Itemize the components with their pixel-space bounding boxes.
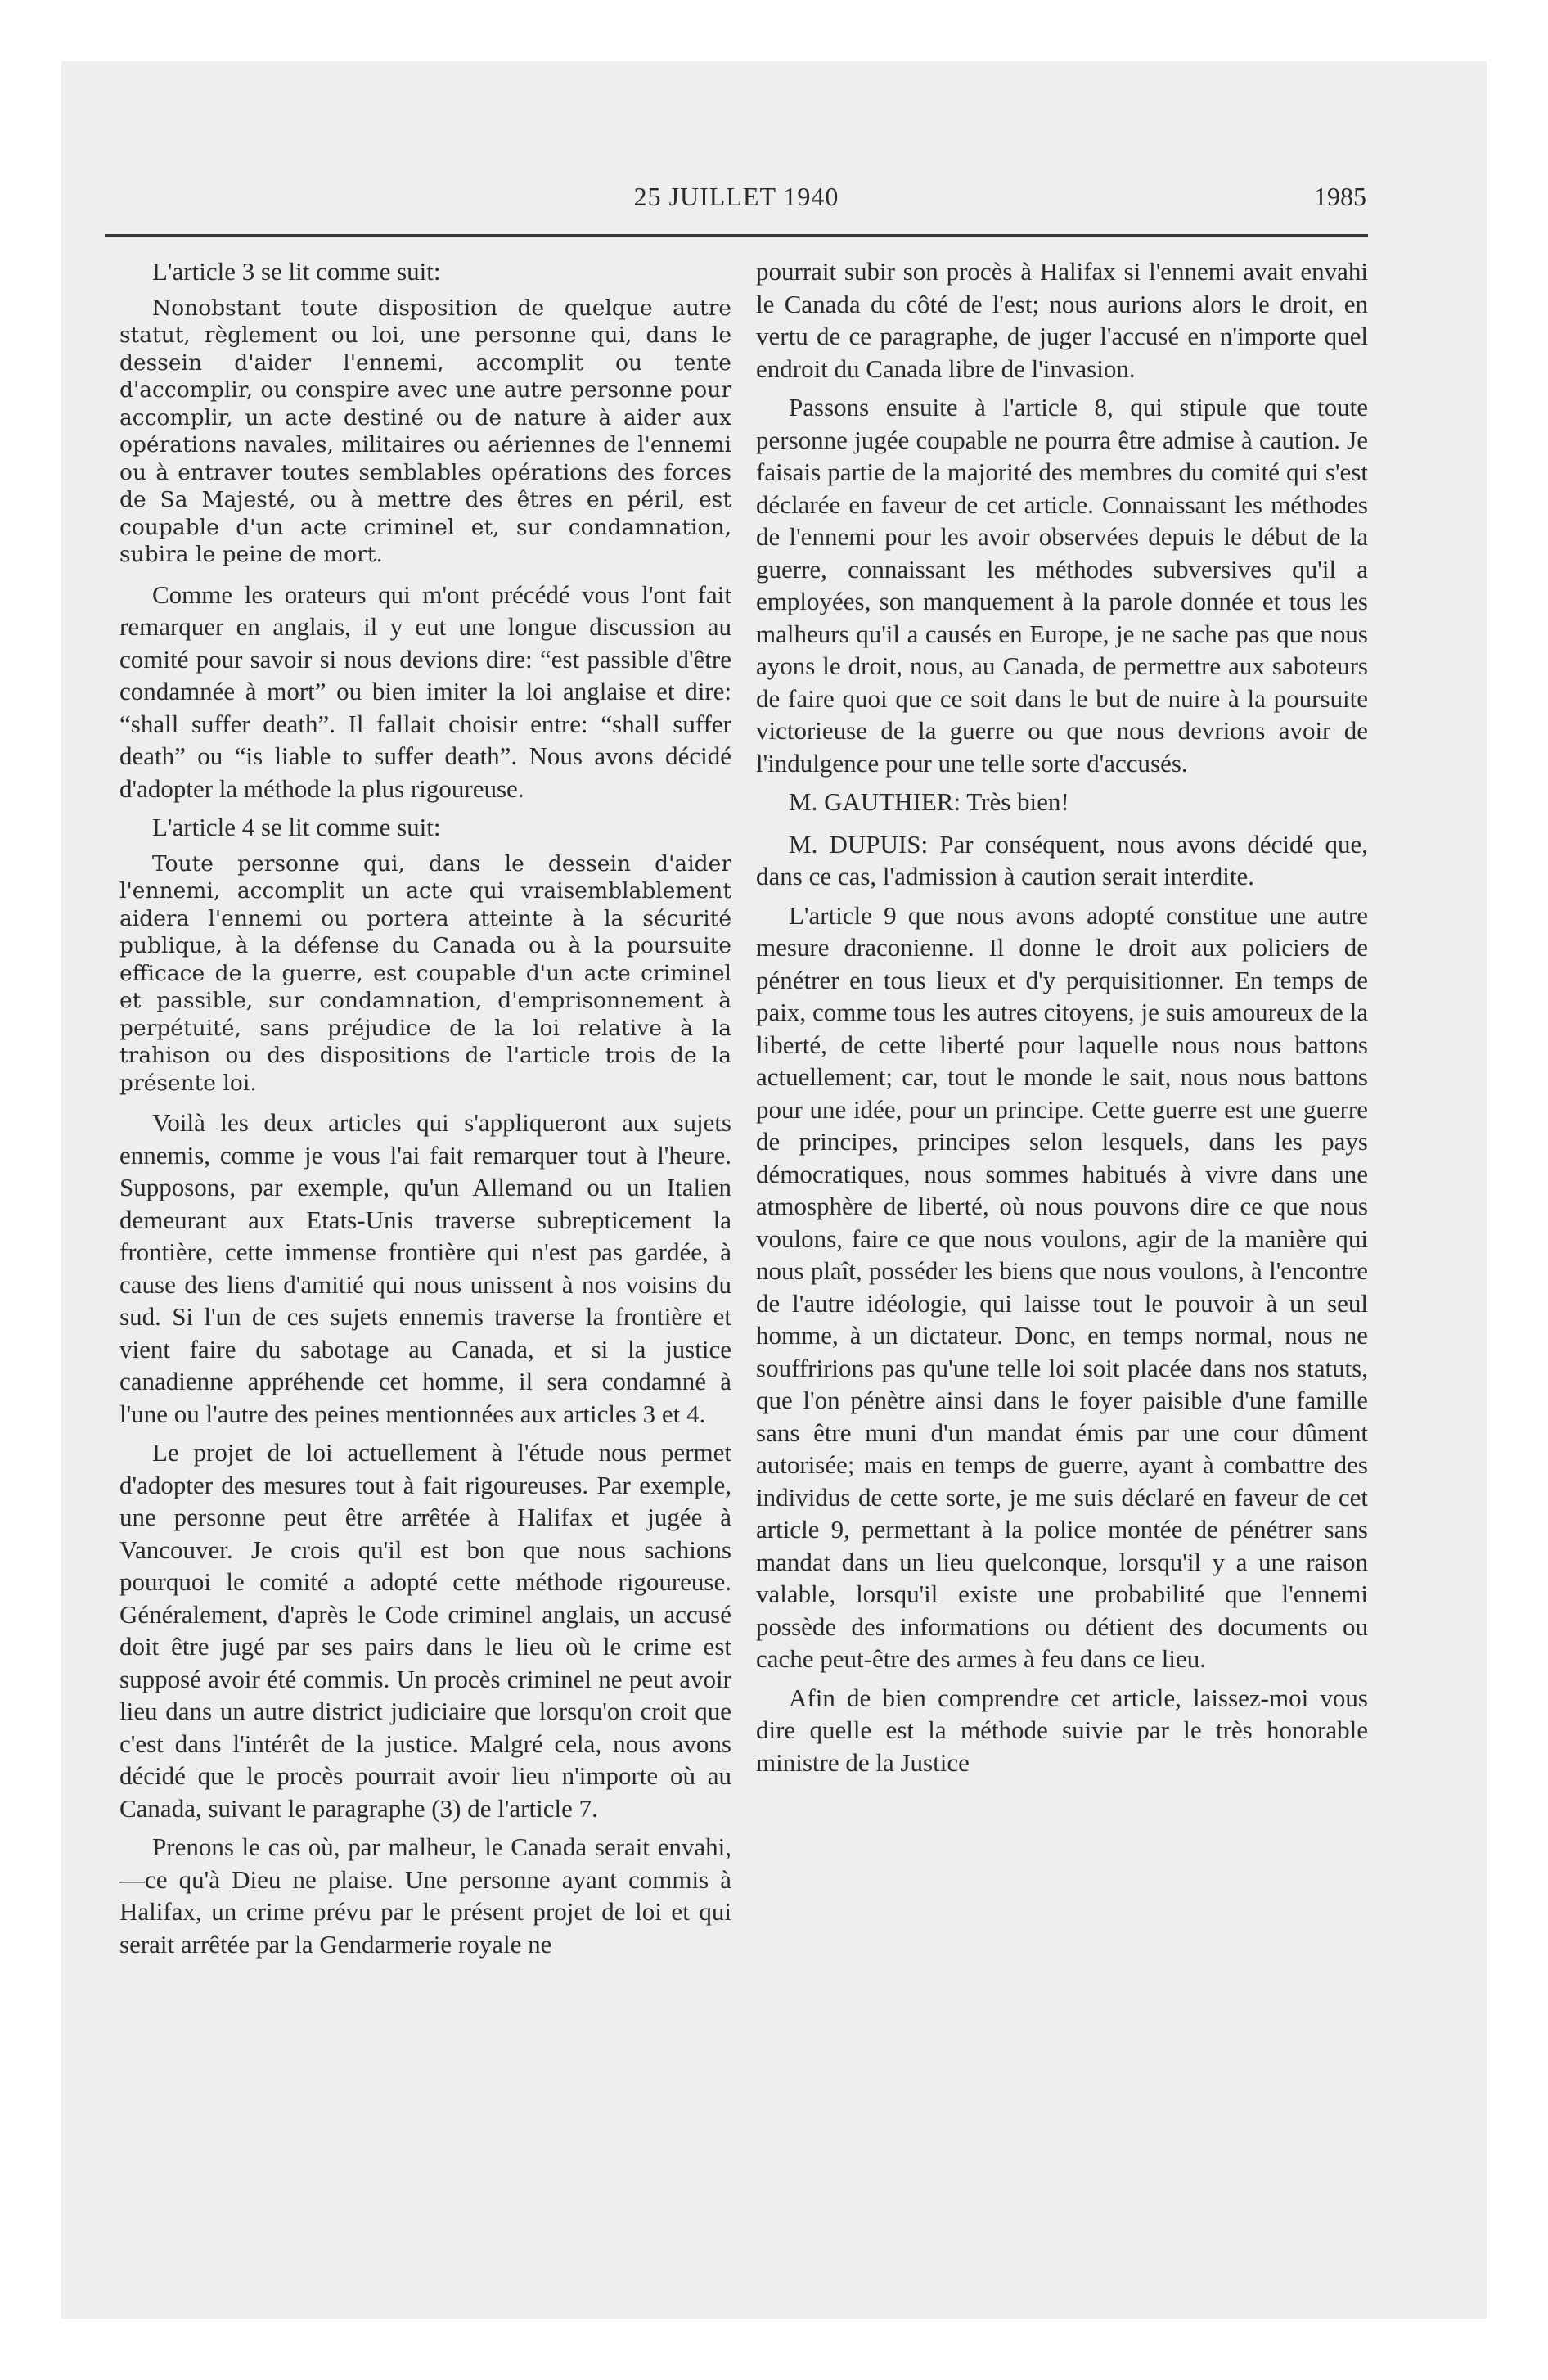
paragraph: Afin de bien comprendre cet article, laissez-moi vous dire quelle est la méthode suivie par le très honorable ministre de la Justice — [756, 1683, 1368, 1777]
header-date: 25 JUILLET 1940 — [633, 182, 839, 211]
quote-article-4: Toute personne qui, dans le dessein d'aider l'ennemi, accomplit un acte qui vraisemblablement aidera l'ennemi ou portera atteinte à la sécurité publique, à la défense du Canada ou à la poursuite efficace de la guerre, est coupable d'un acte criminel et passible, sur condamnation, d'emprisonnement à perpétuité, sans préjudice de la loi relative à la trahison ou des dispositions de l'article trois de la présente loi. — [119, 850, 731, 1096]
speaker-line-gauthier: M. GAUTHIER: Très bien! — [789, 787, 1069, 816]
paragraph: L'article 9 que nous avons adopté constitue une autre mesure draconienne. Il donne le droit aux policiers de pénétrer en tous lieux et d'y perquisitionner. En temps de paix, comme tous les autres citoyens, je suis amoureux de la liberté, de cette liberté pour laquelle nous nous battons actuellement; car, tout le monde le sait, nous nous battons pour une idée, pour un principe. Cette guerre est une guerre de principes, principes selon lesquels, dans les pays démocratiques, nous sommes habitués à vivre dans une atmosphère de liberté, où nous pouvons dire ce que nous voulons, faire ce que nous voulons, agir de la manière qui nous plaît, posséder les biens que nous voulons, à l'encontre de l'autre idéologie, qui laisse tout le pouvoir à un seul homme, à un dictateur. Donc, en temps normal, nous ne souffririons pas qu'une telle loi soit placée dans nos statuts, que l'on pénètre ainsi dans le foyer paisible d'une famille sans être muni d'un mandat émis par une cour dûment autorisée; mais en temps de guerre, ayant à combattre des individus de cette sorte, je me suis déclaré en faveur de cet article 9, permettant à la police montée de pénétrer sans mandat dans un lieu quelconque, lorsqu'il y a une raison valable, lorsqu'il existe une probabilité que l'ennemi possède des informations ou détient des documents ou cache peut-être des armes à feu dans ce lieu. — [756, 900, 1368, 1673]
speaker-line-dupuis: M. DUPUIS: Par conséquent, nous avons décidé que, dans ce cas, l'admission à caution serait interdite. — [756, 829, 1368, 890]
paragraph: Comme les orateurs qui m'ont précédé vous l'ont fait remarquer en anglais, il y eut une longue discussion au comité pour savoir si nous devions dire: “est passible d'être condamnée à mort” ou bien imiter la loi anglaise et dire: “shall suffer death”. Il fallait choisir entre: “shall suffer death” ou “is liable to suffer death”. Nous avons décidé d'adopter la méthode la plus rigoureuse. — [119, 579, 731, 803]
paragraph-article-4-intro: L'article 4 se lit comme suit: — [152, 813, 441, 841]
paragraph-article-3-intro: L'article 3 se lit comme suit: — [152, 257, 441, 286]
page-number: 1985 — [1314, 182, 1366, 211]
paragraph: Prenons le cas où, par malheur, le Canada serait envahi,—ce qu'à Dieu ne plaise. Une personne ayant commis à Halifax, un crime prévu par le présent projet de loi et qui serait arrêtée par la Gendarmerie royale ne — [119, 1832, 731, 1959]
paragraph: Passons ensuite à l'article 8, qui stipule que toute personne jugée coupable ne pourra être admise à caution. Je faisais partie de la majorité des membres du comité qui s'est déclarée en faveur de cet article. Connaissant les méthodes de l'ennemi pour les avoir observées depuis le début de la guerre, connaissant les méthodes subversives qu'il a employées, son manquement à la parole donnée et tous les malheurs qu'il a causés en Europe, je ne sache pas que nous ayons le droit, nous, au Canada, de permettre aux saboteurs de faire quoi que ce soit dans le but de nuire à la poursuite victorieuse de la guerre ou que nous devrions avoir de l'indulgence pour une telle sorte d'accusés. — [756, 393, 1368, 778]
paragraph: Voilà les deux articles qui s'appliqueront aux sujets ennemis, comme je vous l'ai fait remarquer tout à l'heure. Supposons, par exemple, qu'un Allemand ou un Italien demeurant aux Etats-Unis traverse subrepticement la frontière, cette immense frontière qui n'est pas gardée, à cause des liens d'amitié qui nous unissent à nos voisins du sud. Si l'un de ces sujets ennemis traverse la frontière et vient faire du sabotage au Canada, et si la justice canadienne appréhende cet homme, il sera condamné à l'une ou l'autre des peines mentionnées aux articles 3 et 4. — [119, 1108, 731, 1428]
quote-article-3: Nonobstant toute disposition de quelque autre statut, règlement ou loi, une personne qui, dans le dessein d'aider l'ennemi, accomplit ou tente d'accomplir, ou conspire avec une autre personne pour accomplir, un acte destiné ou de nature à aider aux opérations navales, militaires ou aériennes de l'ennemi ou à entraver toutes semblables opérations des forces de Sa Majesté, ou à mettre des êtres en péril, est coupable d'un acte criminel et, sur condamnation, subira le peine de mort. — [119, 295, 731, 567]
header-rule — [105, 234, 1368, 237]
paragraph-continued: pourrait subir son procès à Halifax si l'ennemi avait envahi le Canada du côté de l'est; nous aurions alors le droit, en vertu de ce paragraphe, de juger l'accusé en n'importe quel endroit du Canada libre de l'invasion. — [756, 257, 1368, 383]
paragraph: Le projet de loi actuellement à l'étude nous permet d'adopter des mesures tout à fait rigoureuses. Par exemple, une personne peut être arrêtée à Halifax et jugée à Vancouver. Je crois qu'il est bon que nous sachions pourquoi le comité a adopté cette méthode rigoureuse. Généralement, d'après le Code criminel anglais, un accusé doit être jugé par ses pairs dans le lieu où le crime est supposé avoir été commis. Un procès criminel ne peut avoir lieu dans un autre district judiciaire que lorsqu'on croit que c'est dans l'intérêt de la justice. Malgré cela, nous avons décidé que le procès pourrait avoir lieu n'importe où au Canada, suivant le paragraphe (3) de l'article 7. — [119, 1438, 731, 1823]
page-header — [106, 182, 1366, 231]
right-column — [756, 255, 1368, 1785]
left-column — [119, 255, 731, 1967]
